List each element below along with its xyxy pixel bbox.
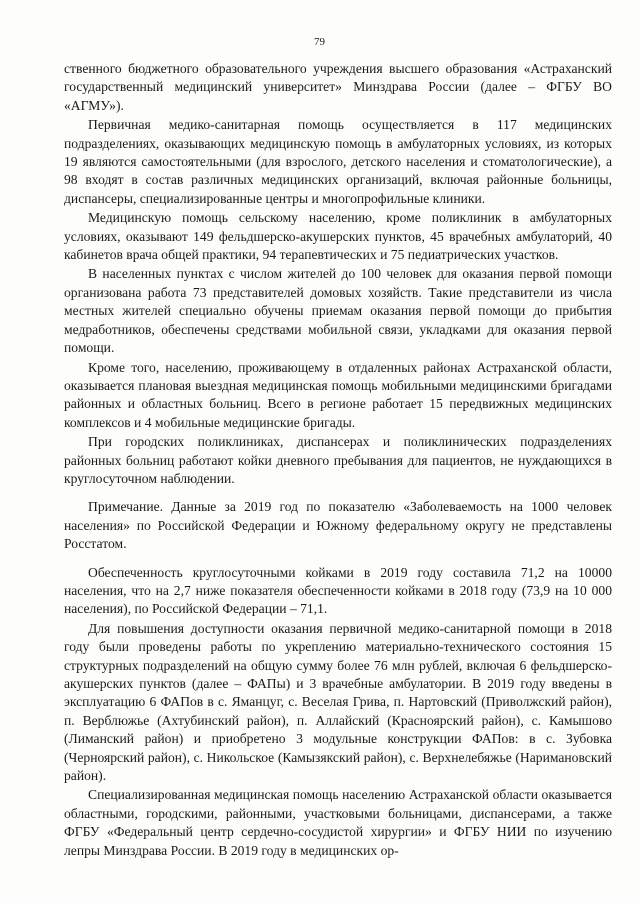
paragraph-household-representatives: В населенных пунктах с числом жителей до 100 человек для оказания первой помощи организована работа 73 представителей домовых хозяйств. Такие представители из числа местных жителей специально обучены приемам оказания первой помощи до прибытия медработников, обеспечены средствами мобильной связи, укладками для оказания первой помощи. <box>64 266 612 356</box>
paragraph-mobile-teams: Кроме того, населению, проживающему в отдаленных районах Астраханской области, оказывается плановая выездная медицинская помощь мобильными медицинскими бригадами районных и областных больниц. Всего в регионе работает 15 передвижных медицинских комплексов и 4 мобильные медицинские бригады. <box>64 359 612 430</box>
page-number: 79 <box>314 36 325 48</box>
paragraph-fap-construction: Для повышения доступности оказания первичной медико-санитарной помощи в 2018 году были проведены работы по укреплению материально-технического состояния 15 структурных подразделений на общую сумму более 76 млн рублей, включая 6 фельдшерско-акушерских пунктов (далее – ФАПы) и 3 врачебные амбулатории. В 2019 году введены в эксплуатацию 6 ФАПов в с. Яманцуг, с. Веселая Грива, п. Нартовский (Приволжский район), п. Верблюжье (Ахтубинский район), п. Аллайский (Красноярский район), с. Камышово (Лиманский район) и приобретено 3 модульные конструкции ФАПов: в с. Зубовка (Черноярский район), с. Никольское (Камызякский район), с. Верхнелебяжье (Наримановский район). <box>64 620 612 784</box>
paragraph-continuation: ственного бюджетного образовательного учреждения высшего образования «Астраханский государственный медицинский университет» Минздрава России (далее – ФГБУ ВО «АГМУ»). <box>64 61 612 113</box>
paragraph-day-beds: При городских поликлиниках, диспансерах и поликлинических подразделениях районных больниц работают койки дневного пребывания для пациентов, не нуждающихся в круглосуточном наблюдении. <box>64 434 612 486</box>
paragraph-specialized-care: Специализированная медицинская помощь населению Астраханской области оказывается областными, городскими, районными, участковыми больницами, диспансерами, а также ФГБУ «Федеральный центр сердечно-сосудистой хирургии» и ФГБУ НИИ по изучению лепры Минздрава России. В 2019 году в медицинских ор- <box>64 787 612 858</box>
paragraph-primary-care: Первичная медико-санитарная помощь осуществляется в 117 медицинских подразделениях, оказывающих медицинскую помощь в амбулаторных условиях, из которых 19 являются самостоятельными (для взрослого, детского населения и стоматологические), а 98 входят в состав различных медицинских организаций, включая районные больницы, диспансеры, специализированные центры и многопрофильные клиники. <box>64 117 612 206</box>
body-text <box>64 60 612 860</box>
paragraph-note: Примечание. Данные за 2019 год по показателю «Заболеваемость на 1000 человек населения» по Российской Федерации и Южному федеральному округу не представлены Росстатом. <box>64 499 612 552</box>
paragraph-bed-provision: Обеспеченность круглосуточными койками в 2019 году составила 71,2 на 10000 населения, что на 2,7 ниже показателя обеспеченности койками в 2018 году (73,9 на 10 000 населения), по Российской Федерации – 71,1. <box>64 564 612 617</box>
paragraph-rural-care: Медицинскую помощь сельскому населению, кроме поликлиник в амбулаторных условиях, оказывают 149 фельдшерско-акушерских пунктов, 45 врачебных амбулаторий, 40 кабинетов врача общей практики, 94 терапевтических и 75 педиатрических участков. <box>64 210 612 263</box>
